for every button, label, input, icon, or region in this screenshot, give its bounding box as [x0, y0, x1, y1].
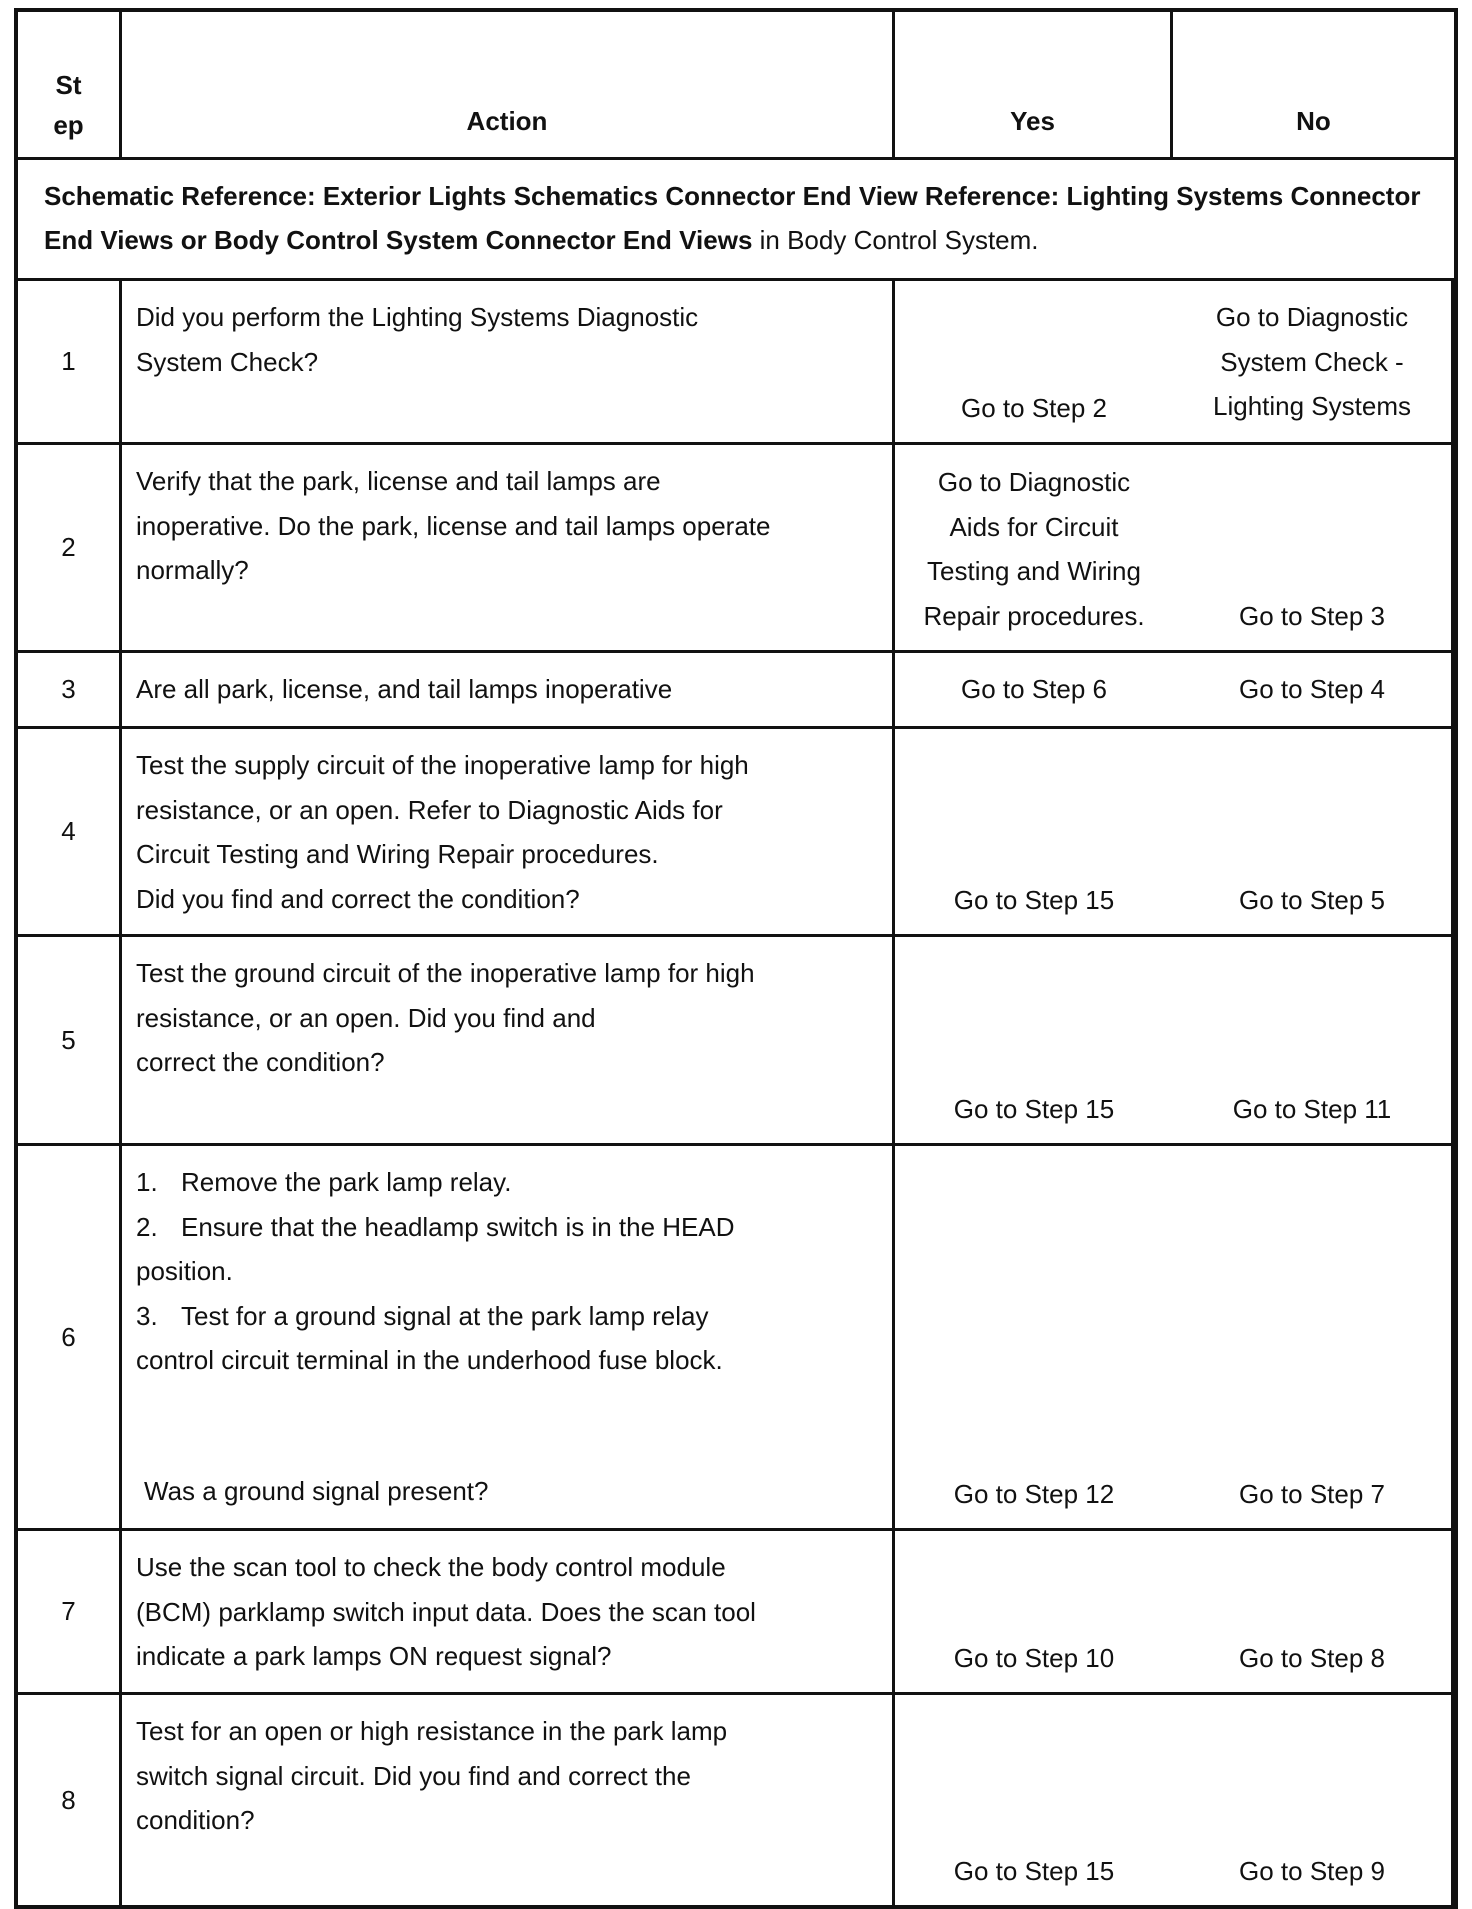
list-number: 1. [136, 1167, 158, 1197]
no-cell: Go to Step 9 [1173, 1695, 1454, 1905]
list-text: Ensure that the headlamp switch is in the HEAD position. [136, 1211, 735, 1286]
action-steps-list [136, 1160, 878, 1383]
step-number: 2 [18, 445, 122, 653]
step-number: 5 [18, 937, 122, 1146]
reference-normal: in Body Control System. [752, 225, 1039, 255]
no-cell: Go to Step 5 [1173, 729, 1454, 937]
action-cell [122, 281, 895, 445]
no-cell: Go to Diagnostic System Check - Lighting Systems [1173, 281, 1454, 445]
yes-cell: Go to Step 12 [895, 1146, 1173, 1531]
action-text: Use the scan tool to check the body control module (BCM) parklamp switch input data. Does the scan tool indicate a park lamps ON request signal? [136, 1552, 756, 1671]
schematic-reference [18, 160, 1454, 281]
step-number: 4 [18, 729, 122, 937]
step-number: 7 [18, 1531, 122, 1695]
header-step: St ep [18, 12, 122, 160]
list-number: 2. [136, 1211, 158, 1242]
header-no: No [1173, 12, 1454, 160]
action-text: Test the supply circuit of the inoperative lamp for high resistance, or an open. Refer to Diagnostic Aids for Circuit Testing and Wiring Repair procedures. Did you find and correct the condition? [136, 750, 749, 914]
list-number: 3. [136, 1300, 158, 1331]
action-cell [122, 937, 895, 1146]
spacer [136, 1383, 878, 1469]
action-cell [122, 1531, 895, 1695]
list-text: Test for a ground signal at the park lamp relay control circuit terminal in the underhood fuse block. [136, 1300, 723, 1375]
diagnostic-table [14, 8, 1458, 1909]
action-cell [122, 729, 895, 937]
list-text: Remove the park lamp relay. [181, 1167, 512, 1197]
action-text: Test the ground circuit of the inoperative lamp for high resistance, or an open. Did you find and correct the condition? [136, 958, 755, 1077]
action-text: Verify that the park, license and tail lamps are inoperative. Do the park, license and tail lamps operate normally? [136, 466, 771, 585]
yes-cell: Go to Step 2 [895, 281, 1173, 445]
step-number: 3 [18, 653, 122, 729]
yes-cell: Go to Step 15 [953, 1855, 1115, 1886]
yes-cell: Go to Step 6 [895, 653, 1173, 729]
action-text: Test for an open or high resistance in the park lamp switch signal circuit. Did you find and correct the condition? [136, 1716, 728, 1835]
list-item [136, 1205, 878, 1294]
no-cell: Go to Step 8 [1173, 1531, 1454, 1695]
list-item [136, 1294, 878, 1383]
action-cell [122, 445, 895, 653]
action-question: Was a ground signal present? [144, 1475, 489, 1506]
step-number: 8 [18, 1695, 122, 1905]
no-cell: Go to Step 7 [1173, 1146, 1454, 1531]
yes-cell: Go to Diagnostic Aids for Circuit Testing and Wiring Repair procedures. [895, 445, 1173, 653]
action-cell [122, 653, 895, 729]
list-item [136, 1160, 878, 1205]
action-text: Did you perform the Lighting Systems Diagnostic System Check? [136, 302, 699, 377]
action-cell [122, 1695, 895, 1905]
yes-cell: Go to Step 15 [895, 729, 1173, 937]
action-text: Are all park, license, and tail lamps inoperative [136, 674, 673, 705]
no-cell: Go to Step 4 [1173, 653, 1454, 729]
header-action: Action [122, 12, 895, 160]
step-number: 1 [18, 281, 122, 445]
no-cell: Go to Step 11 [1173, 937, 1454, 1146]
reference-bold: Schematic Reference: Exterior Lights Schematics Connector End View Reference: Lighting Systems Connector End Views or Body Control System Connector End Views [44, 181, 1421, 255]
yes-cell: Go to Step 10 [895, 1531, 1173, 1695]
step-number: 6 [18, 1146, 122, 1531]
action-cell [122, 1146, 895, 1531]
yes-cell: Go to Step 15 [895, 937, 1173, 1146]
header-yes: Yes [895, 12, 1173, 160]
no-cell: Go to Step 3 [1173, 445, 1454, 653]
